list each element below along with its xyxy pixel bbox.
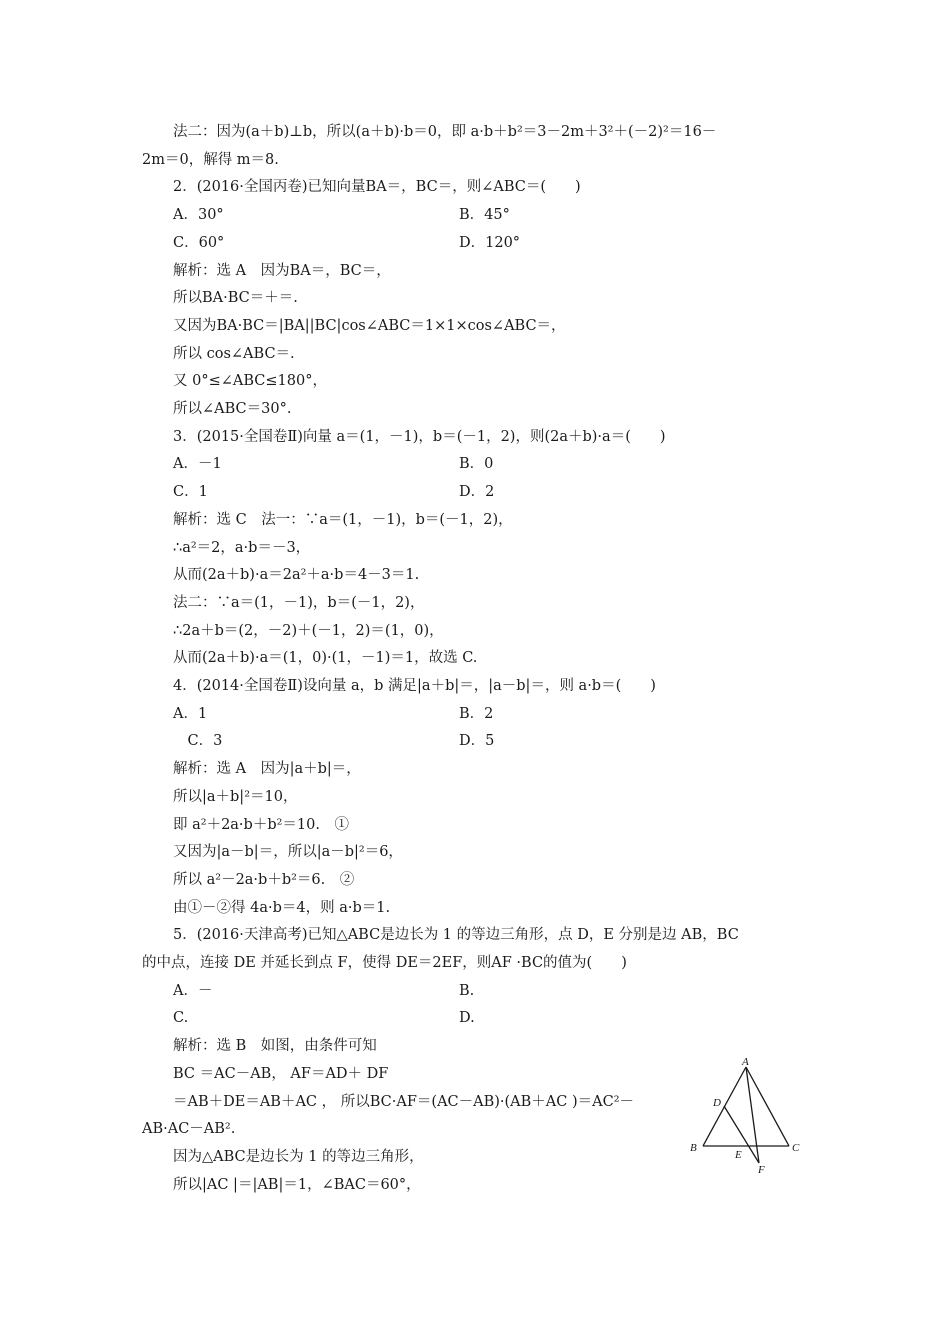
text-line: C. (173, 1010, 189, 1027)
text-line: AB·AC－AB². (142, 1121, 236, 1138)
option-right: B．0 (459, 456, 494, 473)
option-right: B．45° (459, 207, 510, 224)
text-line: 又因为BA·BC＝|BA||BC|cos∠ABC＝1×1×cos∠ABC＝， (173, 317, 566, 334)
text-line: C．1 (173, 484, 208, 501)
text-line: 因为△ABC是边长为 1 的等边三角形， (173, 1148, 424, 1165)
text-line: 所以 cos∠ABC＝. (173, 345, 295, 362)
text-line: 由①－②得 4a·b＝4，则 a·b＝1. (173, 899, 391, 916)
text-line: 所以BA·BC＝＋＝. (173, 290, 298, 307)
label-e: E (735, 1149, 742, 1161)
text-line: 所以∠ABC＝30°. (173, 401, 292, 417)
text-line: 2m＝0，解得 m＝8. (142, 151, 279, 168)
text-line: 法二：因为(a＋b)⊥b，所以(a＋b)·b＝0，即 a·b＋b²＝3－2m＋3²＋(－2)²＝16－ (173, 124, 717, 140)
option-right: D．2 (459, 484, 495, 501)
text-line: 解析：选 B 如图，由条件可知 (173, 1038, 377, 1055)
text-line: A．1 (173, 705, 208, 722)
text-line: 从而(2a＋b)·a＝2a²＋a·b＝4－3＝1. (173, 567, 420, 584)
text-line: 从而(2a＋b)·a＝(1，0)·(1，－1)＝1，故选 C. (173, 650, 478, 667)
label-a: A (742, 1056, 749, 1068)
option-right: B．2 (459, 705, 494, 722)
text-line: 解析：选 A 因为BA＝，BC＝， (173, 262, 391, 279)
text-line: ∴2a＋b＝(2，－2)＋(－1，2)＝(1，0)， (173, 622, 444, 639)
text-line: A．－1 (173, 456, 222, 473)
label-d: D (713, 1097, 721, 1109)
option-right: D. (459, 1010, 475, 1027)
text-line: 又 0°≤∠ABC≤180°， (173, 373, 327, 390)
text-line: 的中点，连接 DE 并延长到点 F，使得 DE＝2EF，则AF ·BC的值为( ) (142, 955, 627, 971)
text-line: 所以|AC |＝|AB|＝1，∠BAC＝60°， (173, 1176, 421, 1193)
label-c: C (792, 1142, 800, 1154)
label-b: B (690, 1142, 697, 1154)
text-line: 即 a²＋2a·b＋b²＝10. ① (173, 816, 349, 833)
label-f: F (758, 1164, 765, 1176)
text-line: 3．(2015·全国卷Ⅱ)向量 a＝(1，－1)，b＝(－1，2)，则(2a＋b)·a＝( ) (173, 428, 666, 445)
text-line: 解析：选 A 因为|a＋b|＝， (173, 761, 361, 778)
text-line: 解析：选 C 法一：∵a＝(1，－1)，b＝(－1，2)， (173, 511, 513, 528)
edge-ac (746, 1067, 789, 1146)
text-line: ＝AB＋DE＝AB＋AC ， 所以BC·AF＝(AC－AB)·(AB＋AC )＝AC²－ (173, 1093, 635, 1110)
text-line: 2．(2016·全国丙卷)已知向量BA＝，BC＝，则∠ABC＝( ) (173, 179, 581, 196)
text-line: 所以 a²－2a·b＋b²＝6. ② (173, 871, 355, 888)
text-line: 所以|a＋b|²＝10， (173, 788, 298, 805)
text-line: A．－ (173, 982, 213, 999)
text-line: 又因为|a－b|＝，所以|a－b|²＝6， (173, 844, 403, 861)
text-line: 4．(2014·全国卷Ⅱ)设向量 a，b 满足|a＋b|＝，|a－b|＝，则 a·b＝( ) (173, 678, 656, 694)
option-right: D．120° (459, 234, 521, 251)
triangle-figure (686, 1055, 811, 1180)
option-right: B. (459, 982, 475, 999)
text-line: 法二：∵a＝(1，－1)，b＝(－1，2)， (173, 594, 425, 611)
text-line: 5．(2016·天津高考)已知△ABC是边长为 1 的等边三角形，点 D，E 分别是边 AB，BC (173, 927, 739, 944)
option-right: D．5 (459, 733, 495, 750)
segment-af (746, 1067, 759, 1163)
text-line: BC ＝AC－AB， AF＝AD＋ DF (173, 1065, 389, 1082)
text-line: C．3 (173, 733, 223, 750)
text-line: ∴a²＝2，a·b＝－3， (173, 539, 311, 556)
text-line: A．30° (173, 207, 224, 224)
text-line: C．60° (173, 234, 225, 251)
